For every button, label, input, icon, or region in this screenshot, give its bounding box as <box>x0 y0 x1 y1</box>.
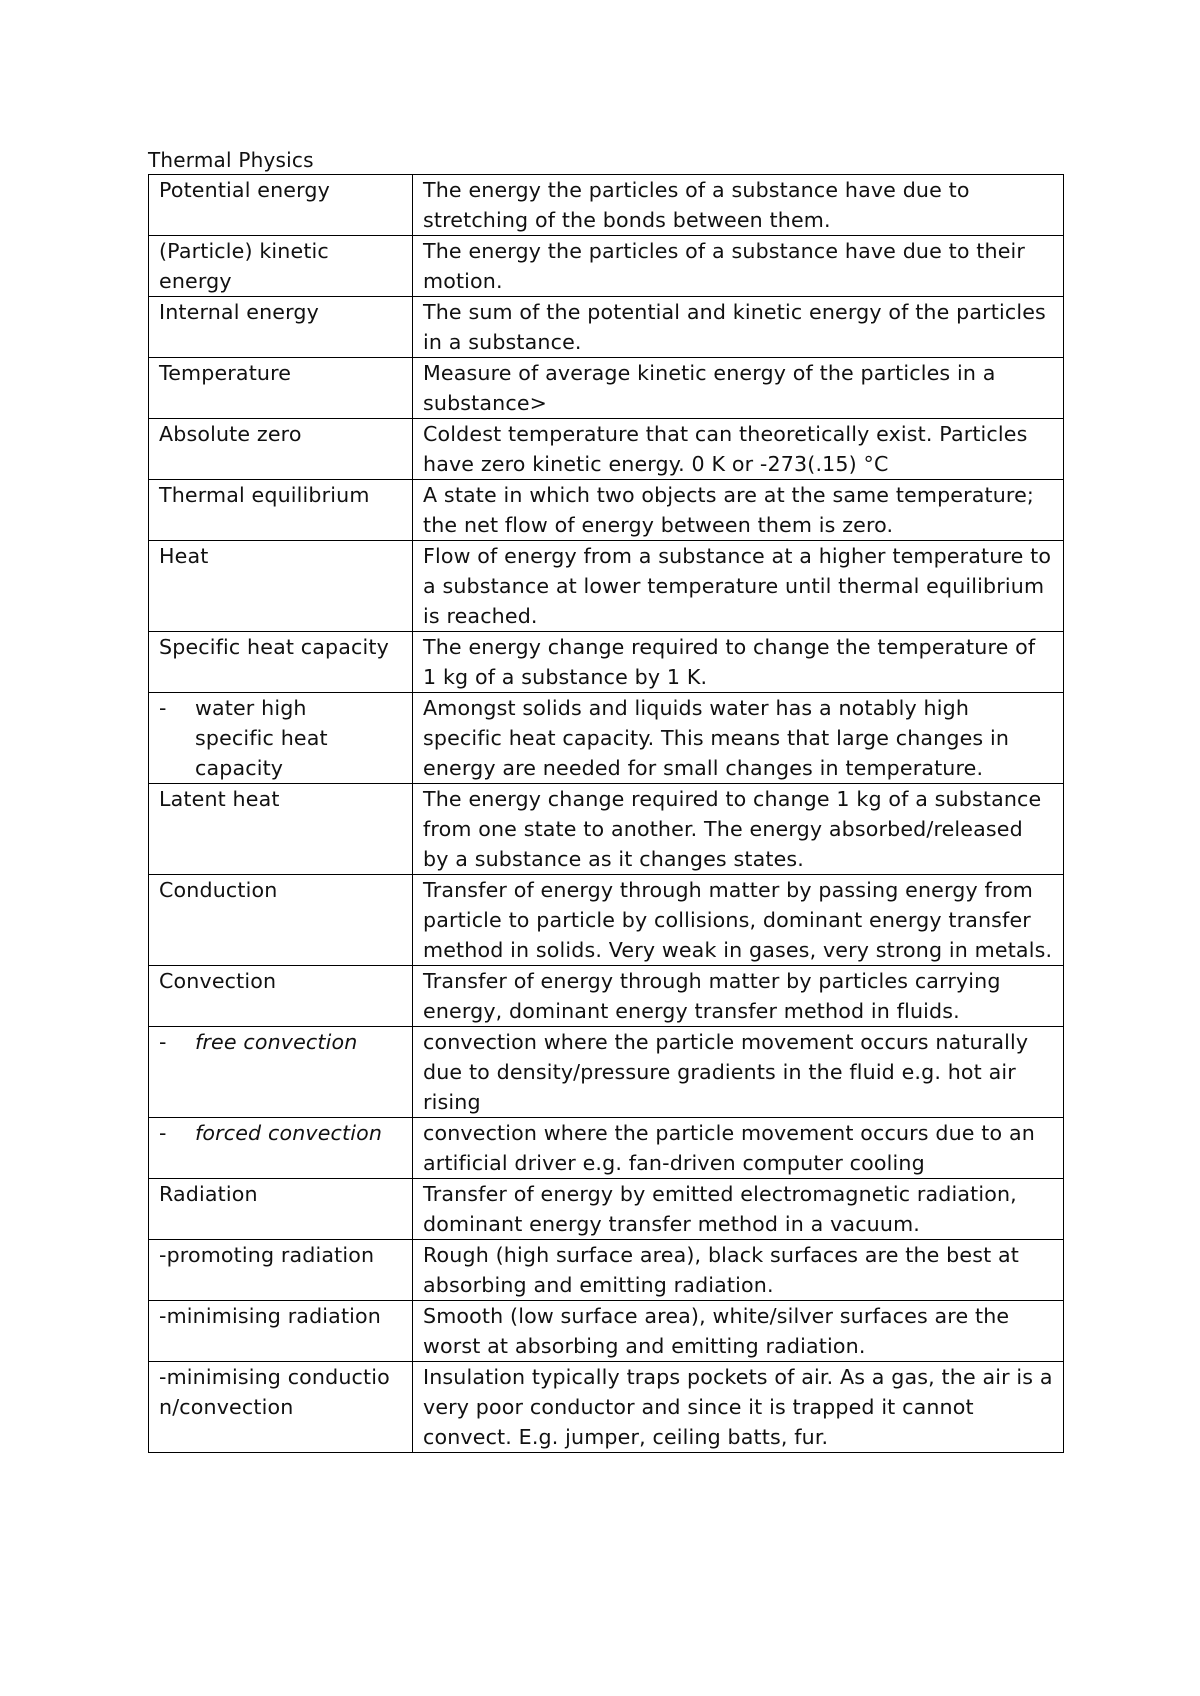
table-row <box>149 1301 1064 1362</box>
term-cell <box>149 693 413 784</box>
definition-cell: convection where the particle movement occurs naturally due to density/pressure gradients in the fluid e.g. hot air rising <box>413 1027 1064 1118</box>
definitions-table <box>148 174 1064 1453</box>
term-cell: Conduction <box>149 875 413 966</box>
term-cell <box>149 1118 413 1179</box>
table-row <box>149 358 1064 419</box>
bullet-dash: - <box>159 696 167 720</box>
table-row <box>149 1240 1064 1301</box>
definition-cell: The energy change required to change the temperature of 1 kg of a substance by 1 K. <box>413 632 1064 693</box>
document-page <box>148 146 1064 1453</box>
definition-cell: Transfer of energy by emitted electromagnetic radiation, dominant energy transfer method in a vacuum. <box>413 1179 1064 1240</box>
definition-cell: Insulation typically traps pockets of air. As a gas, the air is a very poor conductor and since it is trapped it cannot convect. E.g. jumper, ceiling batts, fur. <box>413 1362 1064 1453</box>
table-row <box>149 480 1064 541</box>
term-cell: Latent heat <box>149 784 413 875</box>
definition-cell: A state in which two objects are at the same temperature; the net flow of energy between them is zero. <box>413 480 1064 541</box>
term-cell: Internal energy <box>149 297 413 358</box>
table-row <box>149 175 1064 236</box>
term-cell: Potential energy <box>149 175 413 236</box>
term-cell: Radiation <box>149 1179 413 1240</box>
table-row <box>149 1179 1064 1240</box>
term-cell <box>149 1027 413 1118</box>
sub-term-label: water high specific heat capacity <box>195 696 328 780</box>
term-cell: -promoting radiation <box>149 1240 413 1301</box>
definition-cell: convection where the particle movement occurs due to an artificial driver e.g. fan-driven computer cooling <box>413 1118 1064 1179</box>
table-row <box>149 1118 1064 1179</box>
sub-term-label: forced convection <box>195 1121 383 1145</box>
definition-cell: The energy the particles of a substance have due to their motion. <box>413 236 1064 297</box>
term-cell: -minimising conduction/convection <box>149 1362 413 1453</box>
definition-cell: The energy the particles of a substance have due to stretching of the bonds between them. <box>413 175 1064 236</box>
table-row <box>149 541 1064 632</box>
term-cell: Thermal equilibrium <box>149 480 413 541</box>
definition-cell: Smooth (low surface area), white/silver surfaces are the worst at absorbing and emitting radiation. <box>413 1301 1064 1362</box>
table-row <box>149 1362 1064 1453</box>
definition-cell: Transfer of energy through matter by passing energy from particle to particle by collisions, dominant energy transfer method in solids. Very weak in gases, very strong in metals. <box>413 875 1064 966</box>
bullet-dash: - <box>159 1121 167 1145</box>
term-cell: Specific heat capacity <box>149 632 413 693</box>
definition-cell: Coldest temperature that can theoretically exist. Particles have zero kinetic energy. 0 K or -273(.15) °C <box>413 419 1064 480</box>
table-row <box>149 1027 1064 1118</box>
term-cell: (Particle) kinetic energy <box>149 236 413 297</box>
definition-cell: Transfer of energy through matter by particles carrying energy, dominant energy transfer method in fluids. <box>413 966 1064 1027</box>
definition-cell: The energy change required to change 1 kg of a substance from one state to another. The energy absorbed/released by a substance as it changes states. <box>413 784 1064 875</box>
table-row <box>149 784 1064 875</box>
definition-cell: Flow of energy from a substance at a higher temperature to a substance at lower temperature until thermal equilibrium is reached. <box>413 541 1064 632</box>
bullet-dash: - <box>159 1030 167 1054</box>
table-row <box>149 875 1064 966</box>
definition-cell: Amongst solids and liquids water has a notably high specific heat capacity. This means that large changes in energy are needed for small changes in temperature. <box>413 693 1064 784</box>
table-row <box>149 297 1064 358</box>
term-cell: Absolute zero <box>149 419 413 480</box>
page-title: Thermal Physics <box>148 148 314 172</box>
term-cell: -minimising radiation <box>149 1301 413 1362</box>
table-row <box>149 236 1064 297</box>
term-cell: Temperature <box>149 358 413 419</box>
term-cell: Heat <box>149 541 413 632</box>
definition-cell: Rough (high surface area), black surfaces are the best at absorbing and emitting radiation. <box>413 1240 1064 1301</box>
table-row <box>149 632 1064 693</box>
definition-cell: Measure of average kinetic energy of the particles in a substance> <box>413 358 1064 419</box>
table-row <box>149 966 1064 1027</box>
table-row <box>149 419 1064 480</box>
definition-cell: The sum of the potential and kinetic energy of the particles in a substance. <box>413 297 1064 358</box>
term-cell: Convection <box>149 966 413 1027</box>
sub-term-label: free convection <box>195 1030 358 1054</box>
table-row <box>149 693 1064 784</box>
